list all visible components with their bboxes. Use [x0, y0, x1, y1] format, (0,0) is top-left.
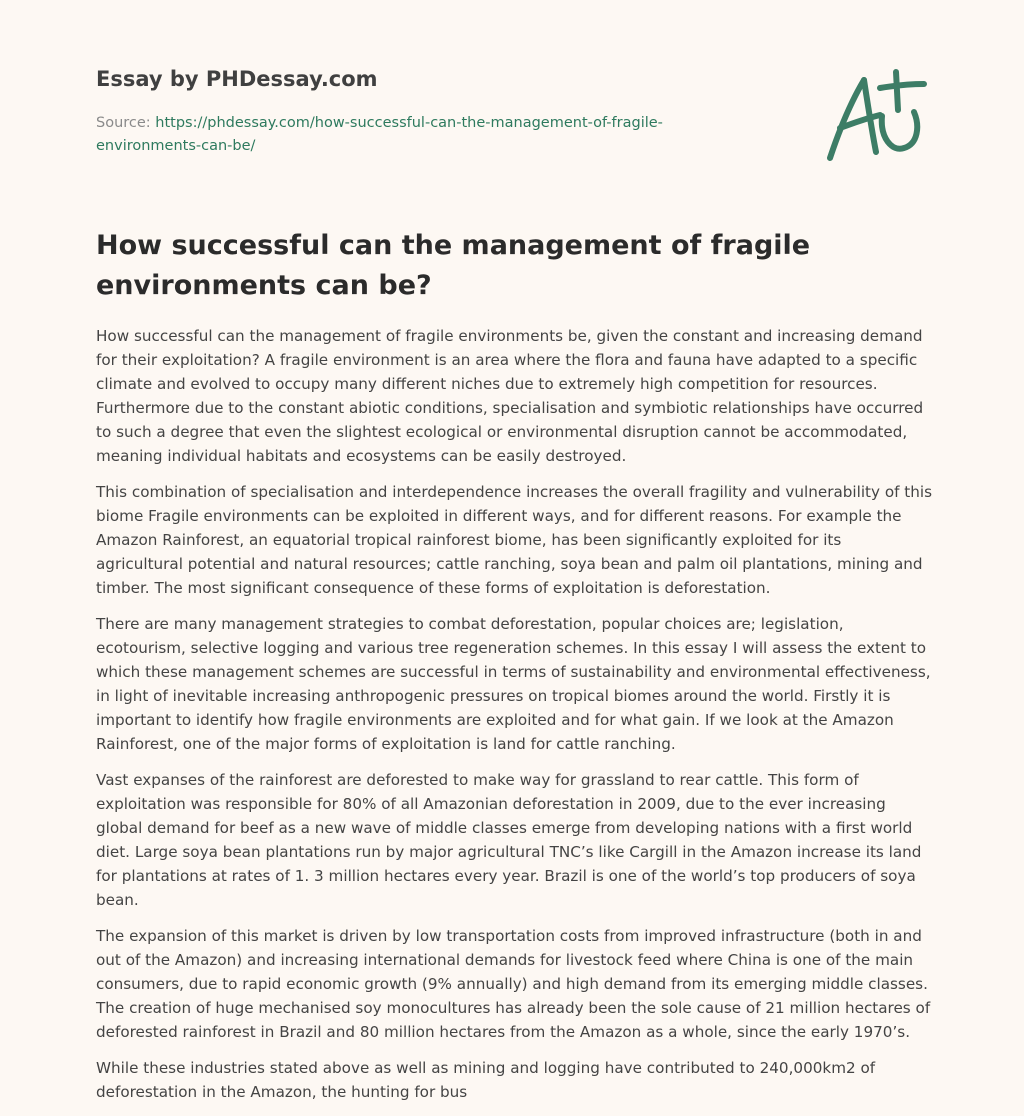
- page-header: [96, 64, 796, 158]
- essay-paragraph: This combination of specialisation and interdependence increases the overall fragility and vulnerability of this biome Fragile environments can be exploited in different ways, and for different reasons. For example the Amazon Rainforest, an equatorial tropical rainforest biome, has been significantly exploited for its agricultural potential and natural resources; cattle ranching, soya bean and palm oil plantations, mining and timber. The most significant consequence of these forms of exploitation is deforestation.: [96, 483, 932, 597]
- a-plus-icon: [820, 66, 930, 166]
- a-plus-logo: [820, 66, 930, 166]
- essay-paragraph: How successful can the management of fragile environments be, given the constant and increasing demand for their exploitation? A fragile environment is an area where the flora and fauna have adapted to a specific climate and evolved to occupy many different niches due to extremely high competition for resources. Furthermore due to the constant abiotic conditions, specialisation and symbiotic relationships have occurred to such a degree that even the slightest ecological or environmental disruption cannot be accommodated, meaning individual habitats and ecosystems can be easily destroyed.: [96, 327, 924, 465]
- essay-body: [96, 324, 932, 1116]
- source-link[interactable]: https://phdessay.com/how-successful-can-the-management-of-fragile-environments-can-be/: [96, 115, 663, 154]
- essay-paragraph: While these industries stated above as well as mining and logging have contributed to 240,000km2 of deforestation in the Amazon, the hunting for bus: [96, 1059, 876, 1101]
- source-line: [96, 112, 736, 158]
- essay-paragraph: The expansion of this market is driven by low transportation costs from improved infrastructure (both in and out of the Amazon) and increasing international demands for livestock feed where China is one of the main consumers, due to rapid economic growth (9% annually) and high demand from its emerging middle classes. The creation of huge mechanised soy monocultures has already been the sole cause of 21 million hectares of deforested rainforest in Brazil and 80 million hectares from the Amazon as a whole, since the early 1970’s.: [96, 927, 931, 1041]
- essay-title: How successful can the management of fragile environments can be?: [96, 230, 811, 301]
- source-label: Source:: [96, 115, 151, 131]
- brand-title: Essay by PHDessay.com: [96, 67, 378, 91]
- essay-paragraph: Vast expanses of the rainforest are deforested to make way for grassland to rear cattle. This form of exploitation was responsible for 80% of all Amazonian deforestation in 2009, due to the ever increasing global demand for beef as a new wave of middle classes emerge from developing nations with a first world diet. Large soya bean plantations run by major agricultural TNC’s like Cargill in the Amazon increase its land for plantations at rates of 1. 3 million hectares every year. Brazil is one of the world’s top producers of soya bean.: [96, 771, 922, 909]
- essay-paragraph: There are many management strategies to combat deforestation, popular choices are; legislation, ecotourism, selective logging and various tree regeneration schemes. In this essay I will assess the extent to which these management schemes are successful in terms of sustainability and environmental effectiveness, in light of inevitable increasing anthropogenic pressures on tropical biomes around the world. Firstly it is important to identify how fragile environments are exploited and for what gain. If we look at the Amazon Rainforest, one of the major forms of exploitation is land for cattle ranching.: [96, 615, 931, 753]
